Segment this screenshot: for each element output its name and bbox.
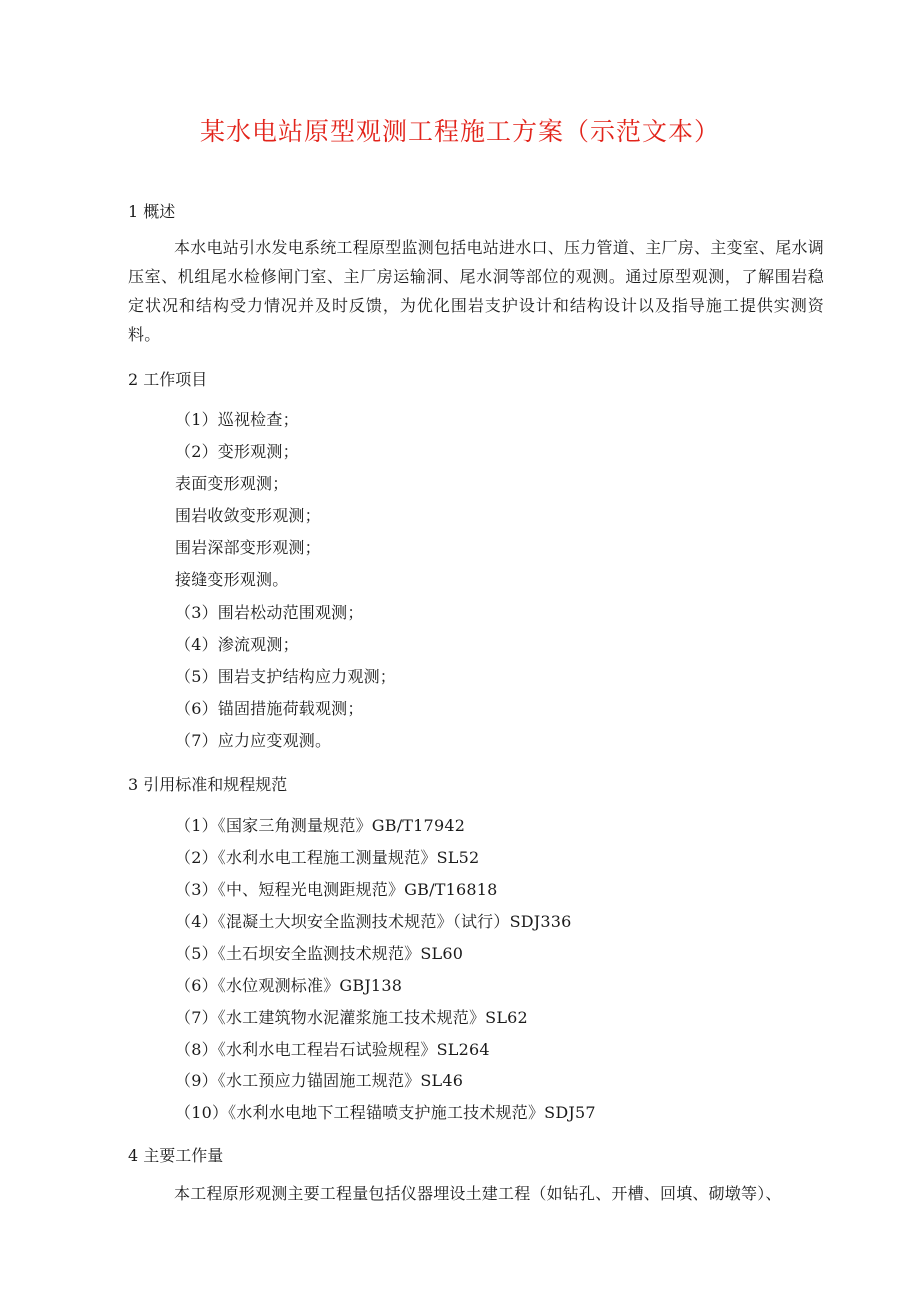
standard-item: （1）《国家三角测量规范》GB/T17942	[175, 816, 466, 835]
document-title: 某水电站原型观测工程施工方案（示范文本）	[199, 117, 720, 146]
work-subitem: 围岩收敛变形观测；	[175, 506, 321, 525]
standard-item: （4）《混凝土大坝安全监测技术规范》（试行）SDJ336	[175, 912, 572, 931]
work-subitem: 接缝变形观测。	[175, 570, 289, 589]
section-4-paragraph: 本工程原形观测主要工程量包括仪器埋设土建工程（如钻孔、开槽、回填、砌墩等）、	[174, 1184, 782, 1203]
standard-item: （7）《水工建筑物水泥灌浆施工技术规范》SL62	[175, 1008, 528, 1027]
work-item: （3）围岩松动范围观测；	[175, 603, 364, 622]
standard-item: （5）《土石坝安全监测技术规范》SL60	[175, 944, 464, 963]
section-4-heading: 4 主要工作量	[128, 1146, 224, 1165]
standard-item: （6）《水位观测标准》GBJ138	[175, 976, 403, 995]
standard-item: （10）《水利水电地下工程锚喷支护施工技术规范》SDJ57	[175, 1103, 596, 1122]
work-item: （4）渗流观测；	[175, 635, 299, 654]
work-item: （6）锚固措施荷载观测；	[175, 699, 364, 718]
section-2-heading: 2 工作项目	[128, 370, 208, 389]
standard-item: （9）《水工预应力锚固施工规范》SL46	[175, 1071, 464, 1090]
work-item: （7）应力应变观测。	[175, 731, 332, 750]
work-item: （2）变形观测；	[175, 442, 299, 461]
standard-item: （8）《水利水电工程岩石试验规程》SL264	[175, 1040, 490, 1059]
work-subitem: 表面变形观测；	[175, 474, 289, 493]
section-3-heading: 3 引用标准和规程规范	[128, 775, 288, 794]
standard-item: （3）《中、短程光电测距规范》GB/T16818	[175, 880, 498, 899]
work-item: （5）围岩支护结构应力观测；	[175, 667, 396, 686]
section-1-paragraph: 本水电站引水发电系统工程原型监测包括电站进水口、压力管道、主厂房、主变室、尾水调压室、机组尾水检修闸门室、主厂房运输洞、尾水洞等部位的观测。通过原型观测，了解围岩稳定状况和结构受力情况并及时反馈，为优化围岩支护设计和结构设计以及指导施工提供实测资料。	[128, 238, 824, 344]
work-item: （1）巡视检查；	[175, 410, 299, 429]
section-1-heading: 1 概述	[128, 202, 176, 221]
standard-item: （2）《水利水电工程施工测量规范》SL52	[175, 848, 480, 867]
work-subitem: 围岩深部变形观测；	[175, 538, 321, 557]
